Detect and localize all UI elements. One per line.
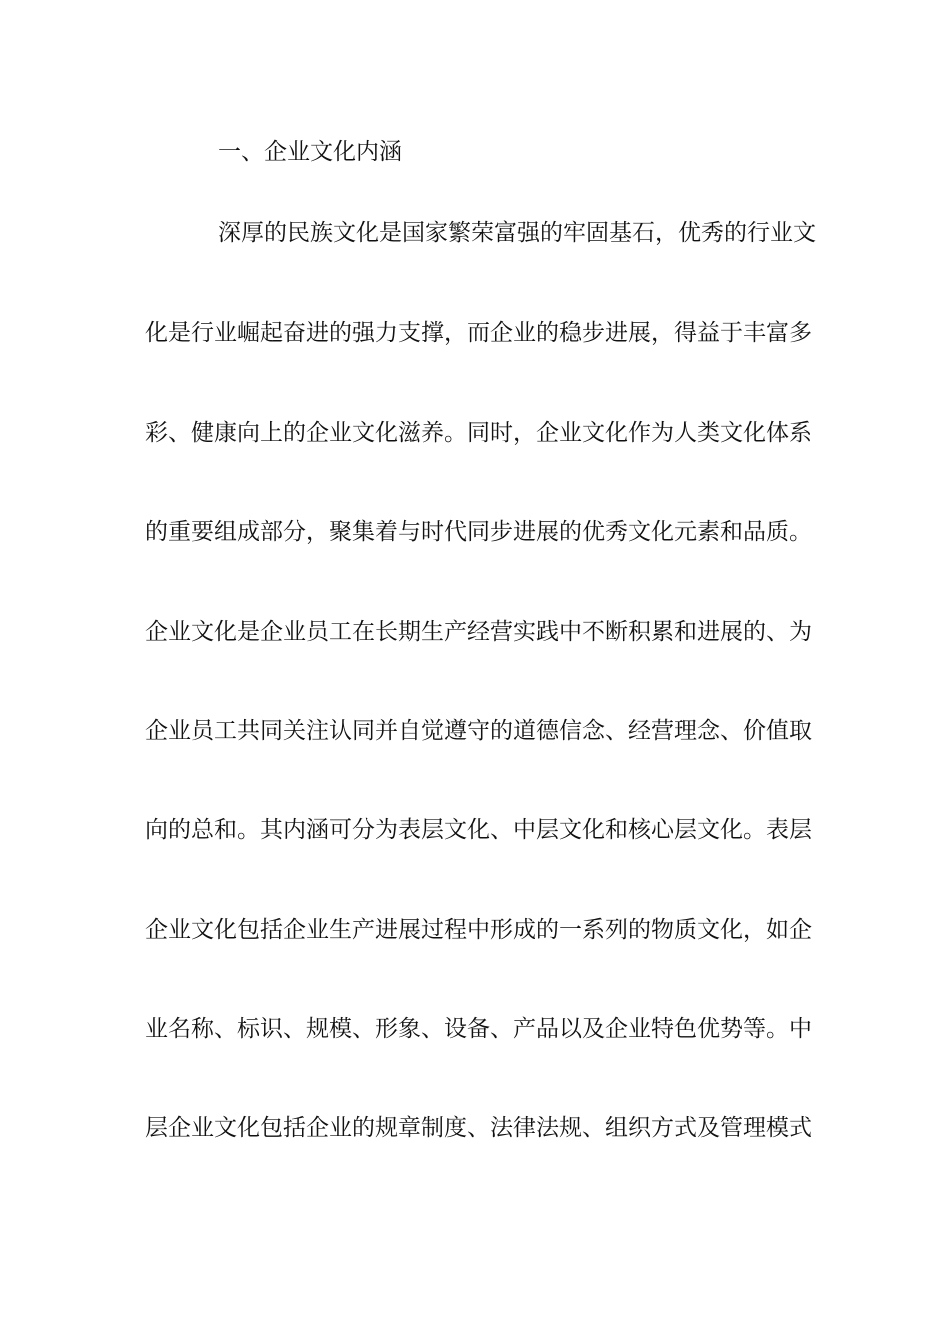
paragraph-line: 化是行业崛起奋进的强力支撑，而企业的稳步进展，得益于丰富多 (145, 320, 812, 346)
paragraph-line: 向的总和。其内涵可分为表层文化、中层文化和核心层文化。表层 (145, 817, 812, 843)
paragraph-line: 层企业文化包括企业的规章制度、法律法规、组织方式及管理模式 (145, 1115, 812, 1141)
paragraph-line: 企业文化是企业员工在长期生产经营实践中不断积累和进展的、为 (145, 619, 812, 645)
paragraph-line: 企业文化包括企业生产进展过程中形成的一系列的物质文化，如企 (145, 917, 812, 943)
paragraph-line: 彩、健康向上的企业文化滋养。同时，企业文化作为人类文化体系 (145, 420, 812, 446)
section-heading: 一、企业文化内涵 (218, 139, 402, 165)
paragraph-line: 深厚的民族文化是国家繁荣富强的牢固基石，优秀的行业文 (218, 220, 816, 246)
paragraph-line: 业名称、标识、规模、形象、设备、产品以及企业特色优势等。中 (145, 1016, 812, 1042)
paragraph-line: 企业员工共同关注认同并自觉遵守的道德信念、经营理念、价值取 (145, 718, 812, 744)
paragraph-line: 的重要组成部分，聚集着与时代同步进展的优秀文化元素和品质。 (145, 519, 812, 545)
